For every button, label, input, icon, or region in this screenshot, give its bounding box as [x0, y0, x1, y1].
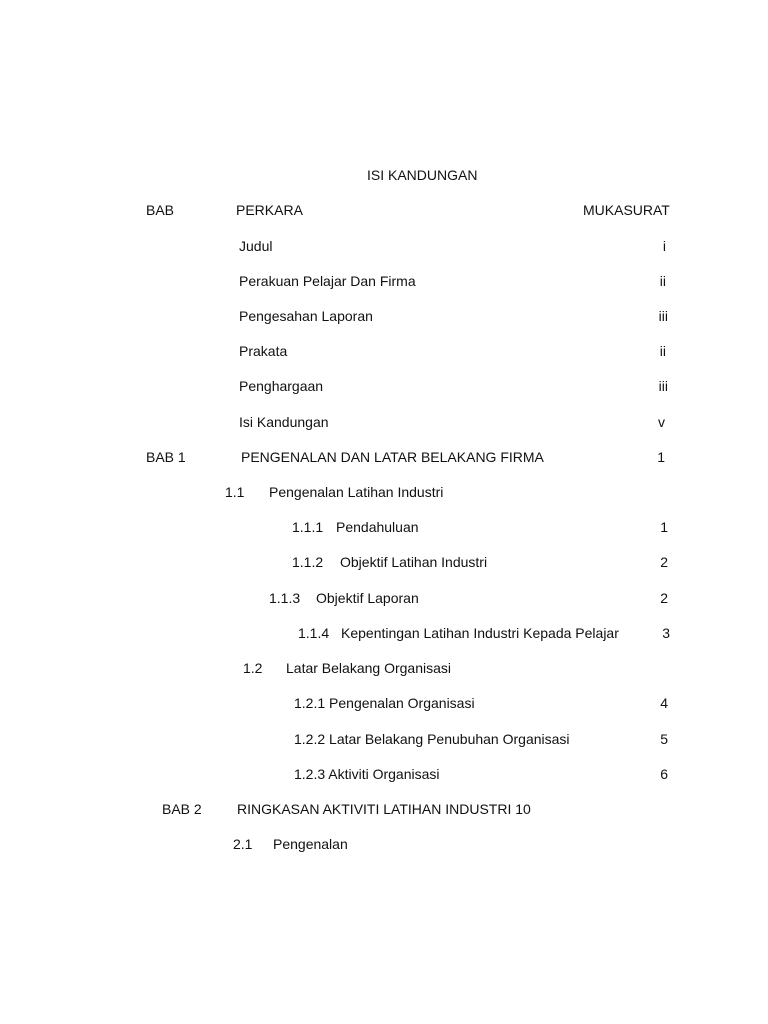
toc-entry-page: iii	[658, 308, 668, 324]
subsection-title: 1.2.3 Aktiviti Organisasi	[294, 766, 440, 782]
subsection-page: 2	[660, 590, 668, 606]
subsection-page: 4	[660, 695, 668, 711]
chapter-number: BAB 2	[162, 801, 202, 817]
subsection-title: 1.2.1 Pengenalan Organisasi	[294, 695, 475, 711]
toc-entry-page: ii	[659, 273, 666, 289]
subsection-page: 5	[660, 731, 668, 747]
subsection-page: 1	[660, 519, 668, 535]
subsection-number: 1.1.1	[292, 519, 324, 535]
subsection-number: 1.1.3	[269, 590, 301, 606]
toc-entry-page: v	[658, 414, 665, 430]
subsection-number: 1.1.2	[292, 554, 324, 570]
header-perkara: PERKARA	[236, 202, 303, 218]
toc-entry-page: ii	[659, 343, 666, 359]
header-mukasurat: MUKASURAT	[583, 202, 670, 218]
section-title: Pengenalan Latihan Industri	[269, 484, 444, 500]
subsection-title: Pendahuluan	[336, 519, 419, 535]
subsection-page: 2	[660, 554, 668, 570]
toc-entry-label: Pengesahan Laporan	[239, 308, 373, 324]
chapter-number: BAB 1	[146, 449, 186, 465]
chapter-page: 1	[657, 449, 665, 465]
section-number: 1.2	[243, 660, 263, 676]
toc-entry-page: iii	[658, 378, 668, 394]
section-title: Pengenalan	[273, 836, 348, 852]
toc-entry-label: Prakata	[239, 343, 288, 359]
subsection-page: 3	[662, 625, 670, 641]
subsection-title: Objektif Latihan Industri	[340, 554, 488, 570]
page-title: ISI KANDUNGAN	[367, 167, 478, 183]
section-title: Latar Belakang Organisasi	[286, 660, 451, 676]
subsection-title: Kepentingan Latihan Industri Kepada Pelajar	[341, 625, 619, 641]
subsection-page: 6	[660, 766, 668, 782]
toc-entry-label: Isi Kandungan	[239, 414, 329, 430]
toc-entry-label: Perakuan Pelajar Dan Firma	[239, 273, 416, 289]
toc-entry-page: i	[662, 238, 666, 254]
header-bab: BAB	[146, 202, 175, 218]
toc-entry-label: Judul	[239, 238, 273, 254]
section-number: 2.1	[233, 836, 253, 852]
chapter-title: PENGENALAN DAN LATAR BELAKANG FIRMA	[241, 449, 544, 465]
section-number: 1.1	[225, 484, 245, 500]
subsection-title: 1.2.2 Latar Belakang Penubuhan Organisasi	[294, 731, 570, 747]
subsection-number: 1.1.4	[298, 625, 330, 641]
chapter-title: RINGKASAN AKTIVITI LATIHAN INDUSTRI 10	[237, 801, 531, 817]
subsection-title: Objektif Laporan	[316, 590, 419, 606]
toc-entry-label: Penghargaan	[239, 378, 324, 394]
